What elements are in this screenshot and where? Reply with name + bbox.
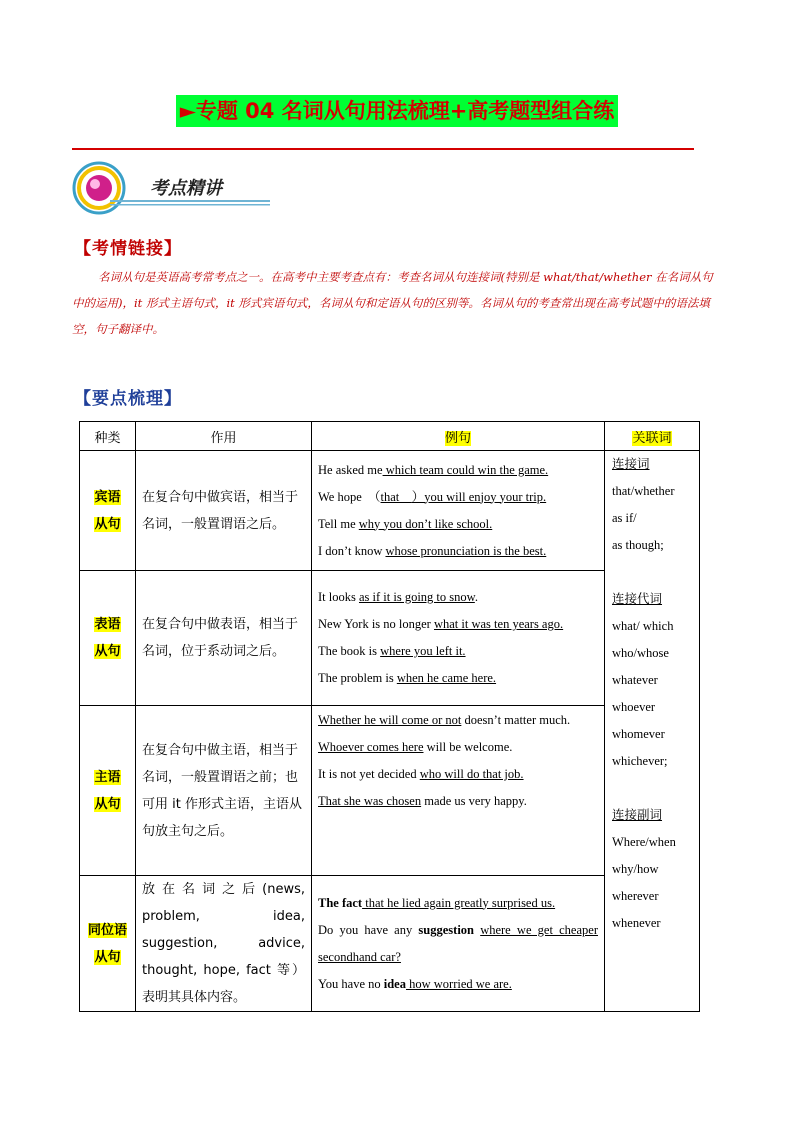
example-sentence: I don’t know whose pronunciation is the best. <box>318 543 547 558</box>
pron-heading: 连接代词 <box>612 592 663 606</box>
example-sentence: The book is where you left it. <box>318 644 466 658</box>
header-example: 例句 <box>312 422 605 451</box>
adv-item: whenever <box>612 916 661 930</box>
pron-item: who/whose <box>612 646 669 660</box>
example-sentence: We hope （that ）you will enjoy your trip. <box>318 489 547 504</box>
adv-heading: 连接副词 <box>612 808 663 822</box>
function-cell: 放在名词之后(news, problem, idea, suggestion, advice, thought, hope, fact 等）表明其具体内容。 <box>136 876 312 1012</box>
conj-item: as if/ <box>612 511 637 525</box>
conj-item: as though; <box>612 538 664 552</box>
examples-cell <box>312 451 605 571</box>
pron-item: whomever <box>612 727 665 741</box>
title-wrap <box>0 95 794 127</box>
pron-item: whatever <box>612 673 658 687</box>
example-sentence: The fact that he lied again greatly surprised us. <box>318 895 556 910</box>
examples-cell <box>312 571 605 706</box>
logo-ball <box>86 175 112 201</box>
adv-item: wherever <box>612 889 659 903</box>
header-function: 作用 <box>136 422 312 451</box>
adv-item: Where/when <box>612 835 676 849</box>
example-sentence: Tell me why you don’t like school. <box>318 516 493 531</box>
examples-cell <box>312 706 605 876</box>
type-cell-predicative: 表语 从句 <box>80 571 136 706</box>
logo-text: 考点精讲 <box>150 178 222 199</box>
example-sentence: That she was chosen made us very happy. <box>318 794 527 808</box>
header-type: 种类 <box>80 422 136 451</box>
example-sentence: New York is no longer what it was ten years ago. <box>318 617 564 631</box>
header-related: 关联词 <box>605 422 700 451</box>
key-points-heading: 【要点梳理】 <box>74 389 182 409</box>
example-sentence: Whoever comes here will be welcome. <box>318 740 513 754</box>
example-sentence: It looks as if it is going to snow. <box>318 590 478 604</box>
related-words-cell <box>605 451 700 1012</box>
example-sentence: The problem is when he came here. <box>318 671 497 685</box>
function-cell: 在复合句中做宾语，相当于名词，一般置谓语之后。 <box>136 451 312 571</box>
example-sentence: Do you have any suggestion where we get cheaper secondhand car? <box>318 922 598 964</box>
conj-heading: 连接词 <box>612 457 650 471</box>
noun-clause-table <box>79 421 700 1012</box>
exam-info-paragraph: 名词从句是英语高考常考点之一。在高考中主要考查点有：考查名词从句连接词(特别是 what/that/whether 在名词从句中的运用)，it 形式主语句式，it 形式宾语句式，名词从句和定语从句的区别等。名词从句的考查常出现在高考试题中的语法填空，句子翻译中。 <box>72 270 713 336</box>
exam-info-heading: 【考情链接】 <box>74 239 182 259</box>
title-divider <box>72 148 694 150</box>
table-header-row <box>80 422 700 451</box>
example-sentence: He asked me which team could win the game. <box>318 462 549 477</box>
pron-item: whichever; <box>612 754 668 768</box>
logo-ball-highlight <box>90 179 100 189</box>
pron-item: what/ which <box>612 619 674 633</box>
examples-cell <box>312 876 605 1012</box>
pron-item: whoever <box>612 700 656 714</box>
example-sentence: It is not yet decided who will do that job. <box>318 767 524 781</box>
function-cell: 在复合句中做主语，相当于名词，一般置谓语之前；也可用 it 作形式主语，主语从句放主句之后。 <box>136 706 312 876</box>
logo-underline-1 <box>110 200 270 202</box>
conj-item: that/whether <box>612 484 675 498</box>
adv-item: why/how <box>612 862 659 876</box>
table-row <box>80 451 700 571</box>
kaodian-logo <box>70 158 280 216</box>
type-cell-subject: 主语 从句 <box>80 706 136 876</box>
type-cell-object: 宾语 从句 <box>80 451 136 571</box>
logo-underline-2 <box>110 204 270 206</box>
function-cell: 在复合句中做表语，相当于名词，位于系动词之后。 <box>136 571 312 706</box>
page-title: ►专题 04 名词从句用法梳理+高考题型组合练 <box>176 95 619 127</box>
type-cell-appositive: 同位语 从句 <box>80 876 136 1012</box>
example-sentence: You have no idea how worried we are. <box>318 976 512 991</box>
example-sentence: Whether he will come or not doesn’t matter much. <box>318 713 571 727</box>
